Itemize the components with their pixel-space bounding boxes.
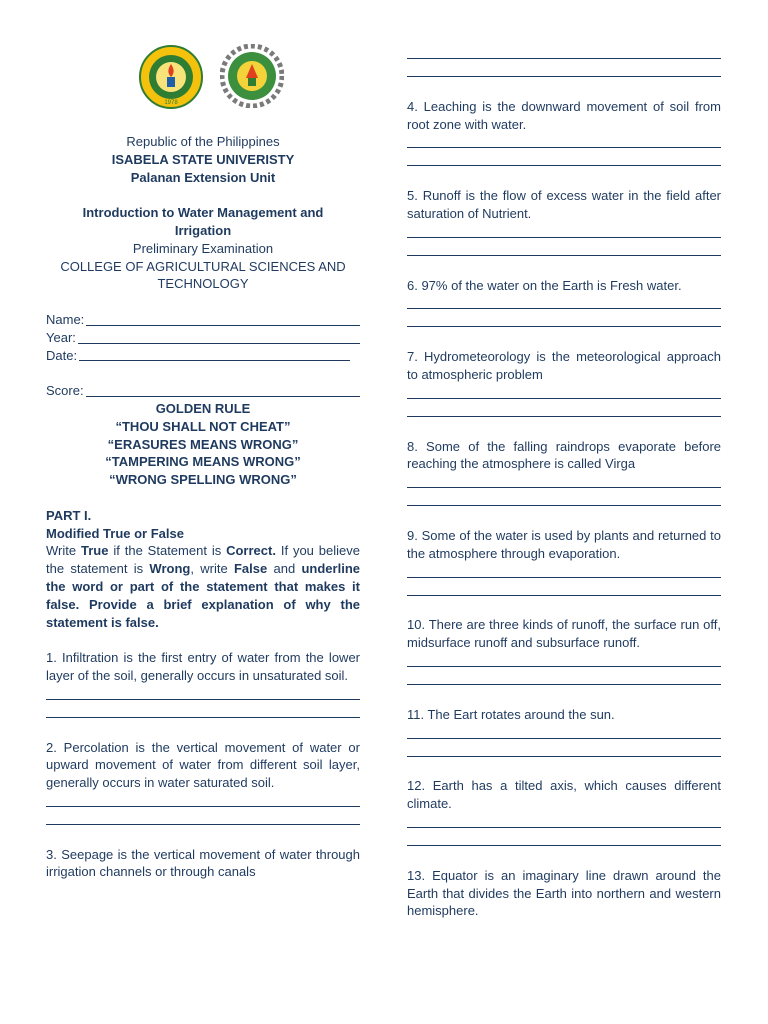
question-13: 13. Equator is an imaginary line drawn around the Earth that divides the Earth into northern and western hemisphere. (407, 867, 721, 919)
college-seal-logo (220, 44, 284, 108)
answer-line[interactable] (407, 742, 721, 760)
answer-line[interactable] (407, 724, 721, 742)
answer-line[interactable] (407, 473, 721, 491)
answer-line[interactable] (407, 44, 721, 62)
answer-line[interactable] (407, 491, 721, 509)
logos (138, 44, 286, 108)
course-title-line1: Introduction to Water Management and (82, 205, 324, 221)
answer-line[interactable] (407, 581, 721, 599)
year-line[interactable] (78, 343, 360, 344)
course-title-line2: Irrigation (174, 222, 232, 238)
answer-line[interactable] (46, 810, 360, 828)
answer-line[interactable] (407, 831, 721, 849)
answer-line[interactable] (46, 685, 360, 703)
question-9: 9. Some of the water is used by plants and returned to the atmosphere through evaporation. (407, 527, 721, 561)
score-field[interactable] (46, 382, 360, 400)
name-line[interactable] (86, 325, 360, 326)
year-label: Year: (46, 329, 76, 345)
answer-line[interactable] (407, 133, 721, 151)
college-line2: TECHNOLOGY (157, 276, 249, 292)
instructions: Write True if the Statement is Correct. If you believe the statement is Wrong, write False and underline the word or part of the statement that makes it false. Provide a brief explanation of why the statement is false. (46, 543, 360, 630)
golden-rule-3: “TAMPERING MEANS WRONG” (105, 454, 301, 470)
year-field[interactable] (46, 329, 360, 347)
isu-seal-logo (138, 44, 204, 110)
answer-line[interactable] (407, 813, 721, 831)
left-column (46, 133, 360, 881)
college-line1: COLLEGE OF AGRICULTURAL SCIENCES AND (60, 258, 346, 274)
date-field[interactable] (46, 347, 350, 365)
answer-line[interactable] (407, 384, 721, 402)
answer-line[interactable] (407, 652, 721, 670)
question-12: 12. Earth has a tilted axis, which causes different climate. (407, 778, 721, 812)
golden-rule-4: “WRONG SPELLING WRONG” (109, 472, 297, 488)
answer-line[interactable] (46, 792, 360, 810)
part-label: PART I. (46, 507, 92, 523)
date-label: Date: (46, 347, 78, 363)
name-field[interactable] (46, 311, 360, 329)
question-1: 1. Infiltration is the first entry of water from the lower layer of the soil, generally occurs in unsaturated soil. (46, 650, 360, 683)
exam-type: Preliminary Examination (132, 240, 274, 256)
question-5: 5. Runoff is the flow of excess water in the field after saturation of Nutrient. (407, 188, 721, 221)
question-2: 2. Percolation is the vertical movement of water or upward movement of water from different soil layer, generally occurs in water saturated soil. (46, 739, 360, 791)
golden-rule-2: “ERASURES MEANS WRONG” (107, 436, 299, 452)
question-8: 8. Some of the falling raindrops evaporate before reaching the atmosphere is called Virga (407, 438, 721, 472)
header-university: ISABELA STATE UNIVERISTY (111, 151, 295, 167)
answer-line[interactable] (407, 62, 721, 80)
part-type: Modified True or False (46, 525, 184, 541)
header-campus: Palanan Extension Unit (130, 169, 276, 185)
seal-year: 1978 (164, 100, 178, 106)
answer-line[interactable] (46, 703, 360, 721)
question-4: 4. Leaching is the downward movement of soil from root zone with water. (407, 98, 721, 132)
score-line[interactable] (86, 396, 360, 397)
score-label: Score: (46, 383, 84, 399)
question-11: 11. The Eart rotates around the sun. (407, 706, 615, 722)
question-7: 7. Hydrometeorology is the meteorological approach to atmospheric problem (407, 349, 721, 382)
golden-rule-1: “THOU SHALL NOT CHEAT” (115, 418, 291, 434)
name-label: Name: (46, 311, 85, 327)
answer-line[interactable] (407, 151, 721, 169)
answer-line[interactable] (407, 402, 721, 420)
right-column (407, 44, 721, 920)
answer-line[interactable] (407, 563, 721, 581)
answer-line[interactable] (407, 294, 721, 312)
answer-line[interactable] (407, 223, 721, 241)
golden-rule-heading: GOLDEN RULE (155, 400, 251, 416)
answer-line[interactable] (407, 241, 721, 259)
question-3: 3. Seepage is the vertical movement of water through irrigation channels or through canals (46, 846, 360, 880)
date-line[interactable] (79, 360, 350, 361)
question-6: 6. 97% of the water on the Earth is Fresh water. (407, 277, 682, 293)
header-republic: Republic of the Philippines (126, 134, 280, 149)
answer-line[interactable] (407, 312, 721, 330)
answer-line[interactable] (407, 670, 721, 688)
question-10: 10. There are three kinds of runoff, the surface run off, midsurface runoff and subsurface runoff. (407, 617, 721, 651)
